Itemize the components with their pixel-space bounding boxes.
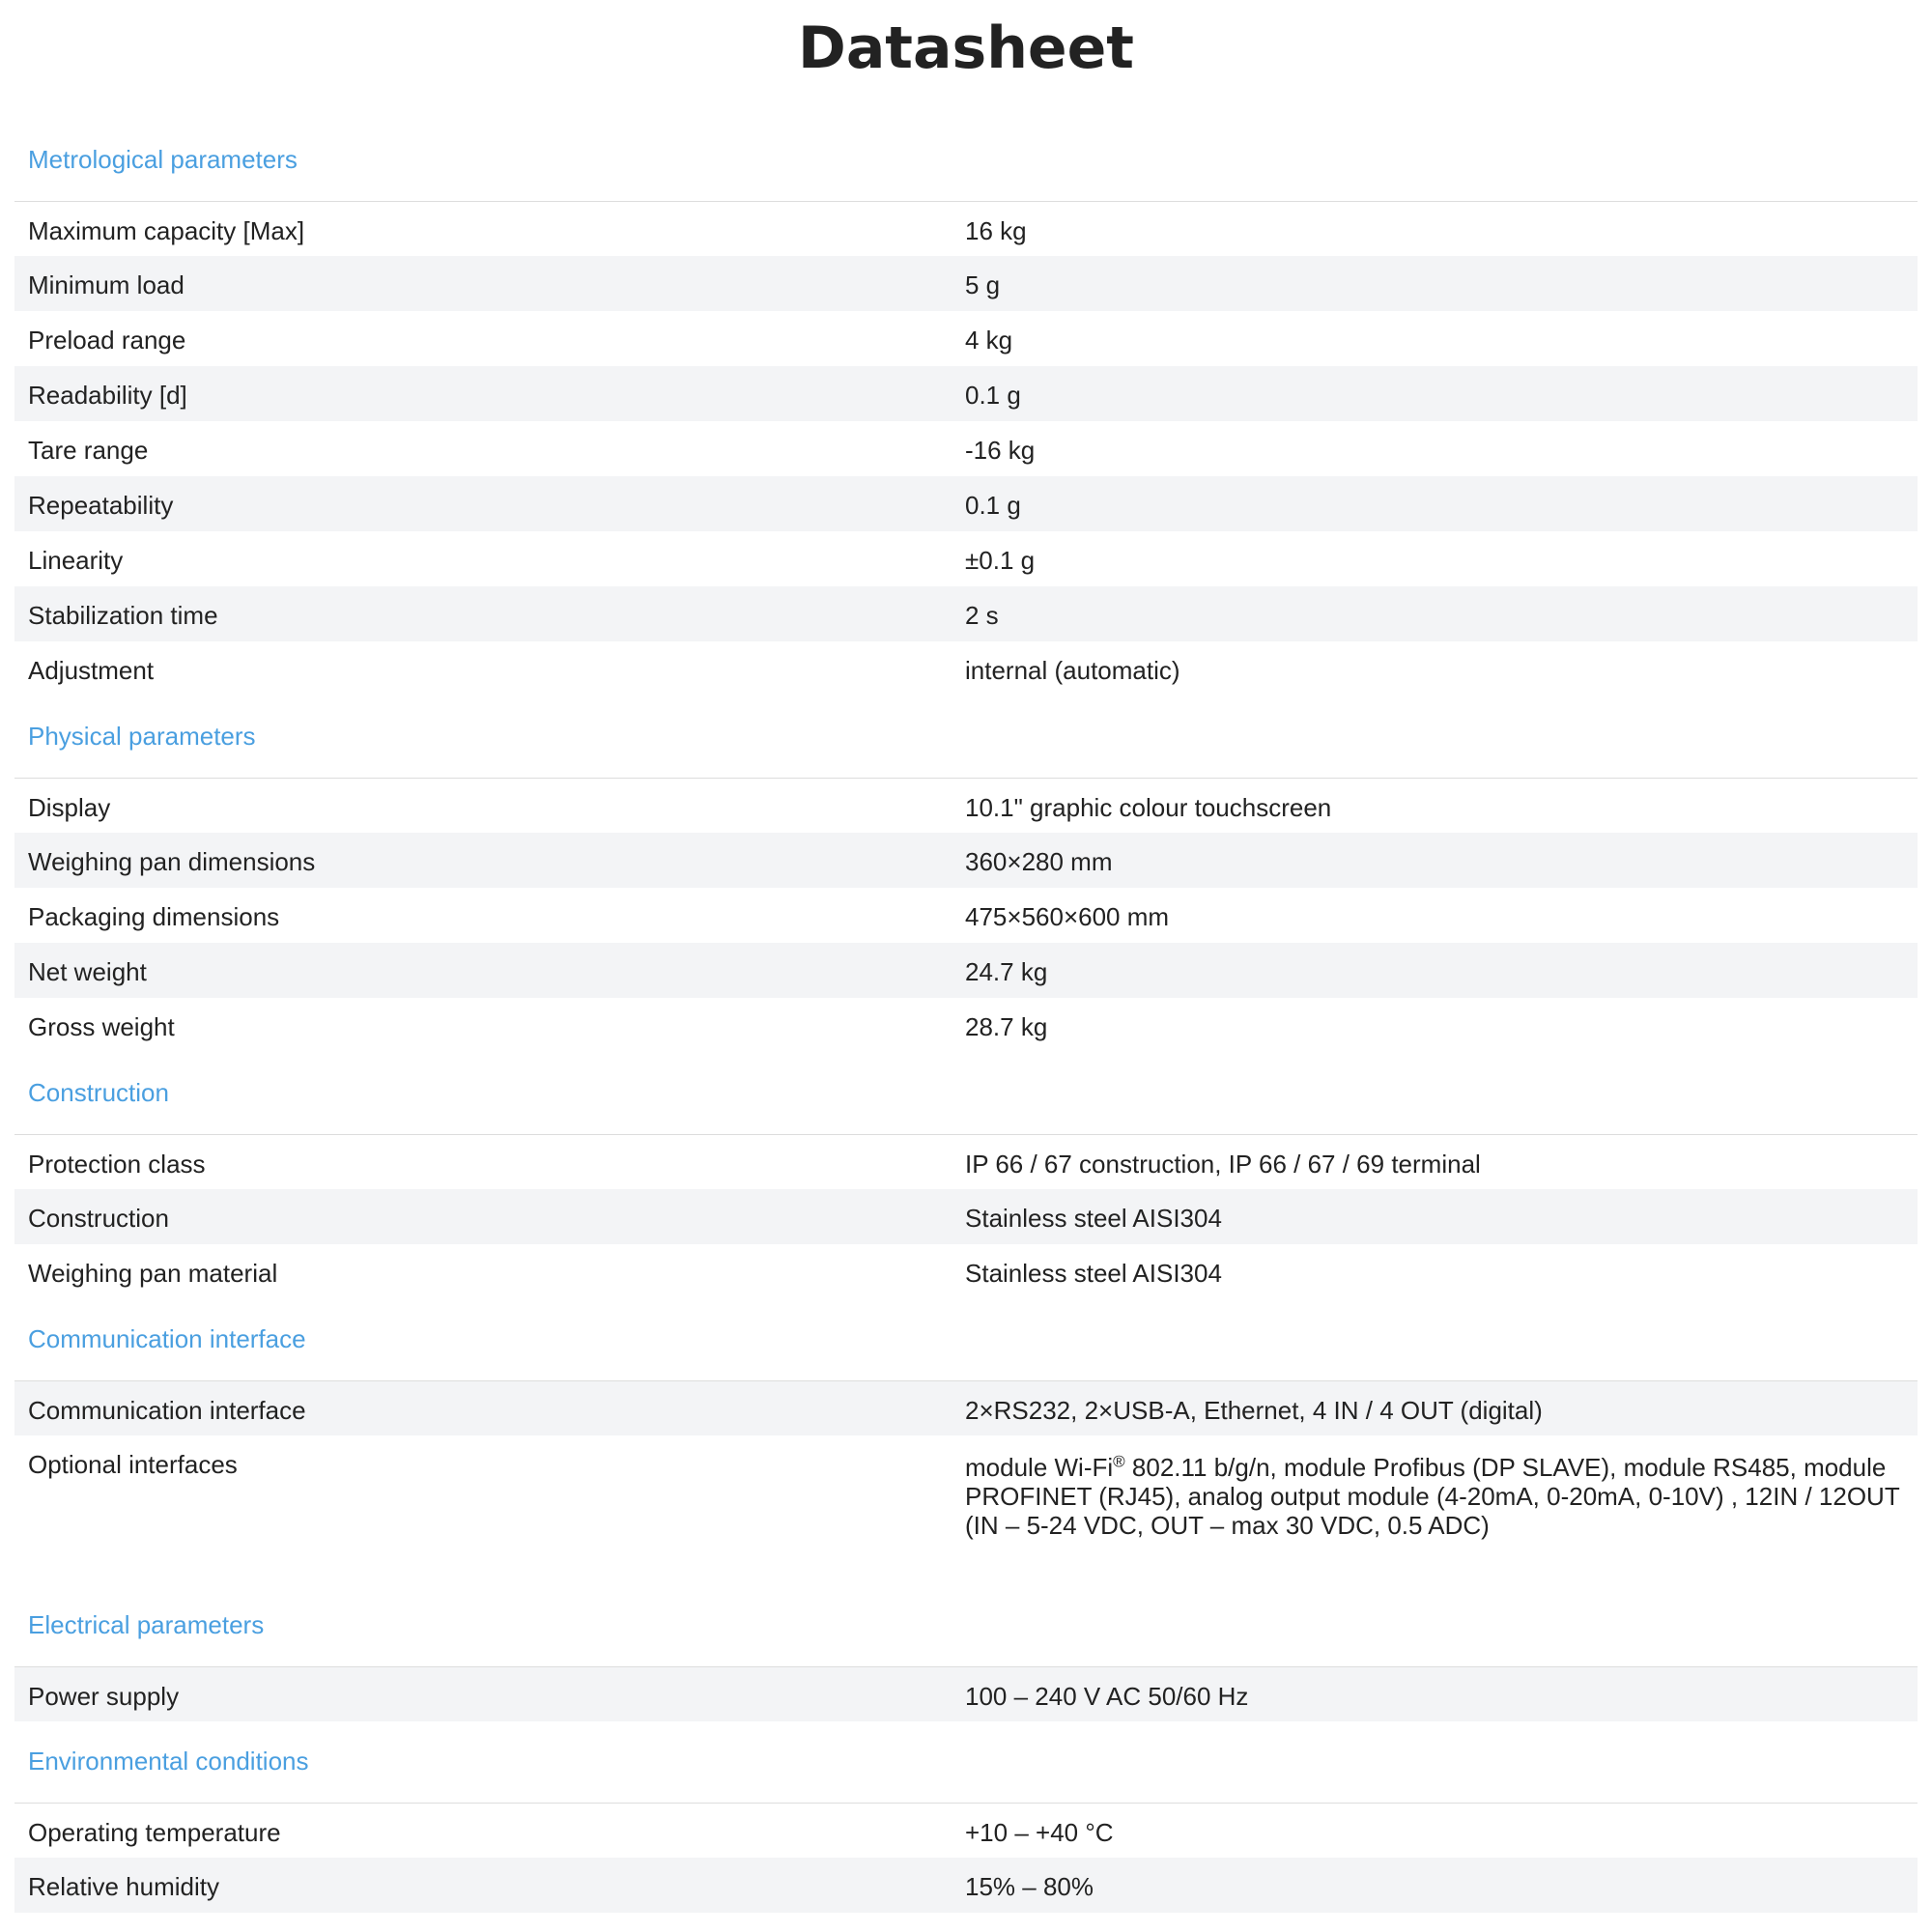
table-row	[14, 1666, 1918, 1721]
section-metrological	[14, 201, 1918, 696]
row-value: 475×560×600 mm	[965, 902, 1170, 931]
section-communication	[14, 1380, 1918, 1609]
row-label: Preload range	[28, 326, 186, 355]
section-heading-environmental: Environmental conditions	[28, 1747, 309, 1776]
row-value: internal (automatic)	[965, 656, 1180, 685]
row-label: Relative humidity	[28, 1872, 219, 1901]
row-label: Tare range	[28, 436, 149, 465]
row-label: Net weight	[28, 957, 147, 986]
row-label: Linearity	[28, 546, 124, 575]
table-row	[14, 1244, 1918, 1299]
table-row	[14, 641, 1918, 696]
section-construction	[14, 1134, 1918, 1299]
table-row	[14, 586, 1918, 641]
row-label: Power supply	[28, 1682, 180, 1711]
section-heading-physical: Physical parameters	[28, 722, 256, 751]
row-value: 16 kg	[965, 216, 1027, 245]
row-value: 360×280 mm	[965, 847, 1113, 876]
table-row	[14, 778, 1918, 833]
row-label: Stabilization time	[28, 601, 218, 630]
row-value: Stainless steel AISI304	[965, 1259, 1222, 1288]
row-value: 0.1 g	[965, 491, 1021, 520]
row-label: Weighing pan material	[28, 1259, 278, 1288]
row-label: Optional interfaces	[28, 1450, 238, 1479]
row-label: Repeatability	[28, 491, 174, 520]
section-environmental	[14, 1803, 1918, 1913]
row-value: +10 – +40 °C	[965, 1818, 1114, 1847]
page-title: Datasheet	[798, 14, 1134, 82]
row-value: 5 g	[965, 270, 1001, 299]
section-electrical	[14, 1666, 1918, 1721]
table-row	[14, 1134, 1918, 1189]
row-value: 4 kg	[965, 326, 1013, 355]
table-row	[14, 1380, 1918, 1435]
value-text: module Wi-Fi	[965, 1453, 1114, 1482]
row-value: 24.7 kg	[965, 957, 1048, 986]
row-value: ±0.1 g	[965, 546, 1036, 575]
table-row	[14, 943, 1918, 998]
section-heading-communication: Communication interface	[28, 1324, 306, 1353]
row-label: Packaging dimensions	[28, 902, 280, 931]
row-value: IP 66 / 67 construction, IP 66 / 67 / 69 terminal	[965, 1150, 1481, 1179]
table-row	[14, 256, 1918, 311]
row-label: Gross weight	[28, 1012, 175, 1041]
section-heading-construction: Construction	[28, 1078, 169, 1107]
section-heading-electrical: Electrical parameters	[28, 1610, 265, 1639]
row-value: Stainless steel AISI304	[965, 1204, 1222, 1233]
row-label: Operating temperature	[28, 1818, 281, 1847]
row-value: -16 kg	[965, 436, 1036, 465]
table-row	[14, 1803, 1918, 1858]
row-label: Construction	[28, 1204, 169, 1233]
row-label: Display	[28, 793, 111, 822]
table-row	[14, 888, 1918, 943]
row-label: Maximum capacity [Max]	[28, 216, 305, 245]
table-row	[14, 421, 1918, 476]
row-label: Readability [d]	[28, 381, 187, 410]
table-row	[14, 1189, 1918, 1244]
row-value	[965, 1450, 1918, 1540]
row-label: Adjustment	[28, 656, 155, 685]
table-row	[14, 998, 1918, 1053]
value-text: 802.11 b/g/n, module Profibus (DP SLAVE), module RS485, module PROFINET (RJ45), analog output module (4-20mA, 0-20mA, 0-10V) , 12IN / 12OUT (IN – 5-24 VDC, OUT – max 30 VDC, 0.5 ADC)	[965, 1453, 1900, 1540]
row-value: 2 s	[965, 601, 999, 630]
row-label: Communication interface	[28, 1396, 306, 1425]
row-label: Protection class	[28, 1150, 206, 1179]
row-value: 28.7 kg	[965, 1012, 1048, 1041]
registered-mark: ®	[1113, 1452, 1125, 1471]
section-physical	[14, 778, 1918, 1053]
table-row	[14, 201, 1918, 256]
table-row	[14, 1858, 1918, 1913]
row-value: 0.1 g	[965, 381, 1021, 410]
table-row	[14, 366, 1918, 421]
row-label: Minimum load	[28, 270, 185, 299]
table-row	[14, 833, 1918, 888]
row-value: 10.1" graphic colour touchscreen	[965, 793, 1332, 822]
section-heading-metrological: Metrological parameters	[28, 145, 298, 174]
table-row	[14, 1435, 1918, 1609]
row-value: 15% – 80%	[965, 1872, 1094, 1901]
table-row	[14, 476, 1918, 531]
table-row	[14, 311, 1918, 366]
row-value: 2×RS232, 2×USB-A, Ethernet, 4 IN / 4 OUT (digital)	[965, 1396, 1543, 1425]
row-value: 100 – 240 V AC 50/60 Hz	[965, 1682, 1249, 1711]
table-row	[14, 531, 1918, 586]
row-label: Weighing pan dimensions	[28, 847, 316, 876]
